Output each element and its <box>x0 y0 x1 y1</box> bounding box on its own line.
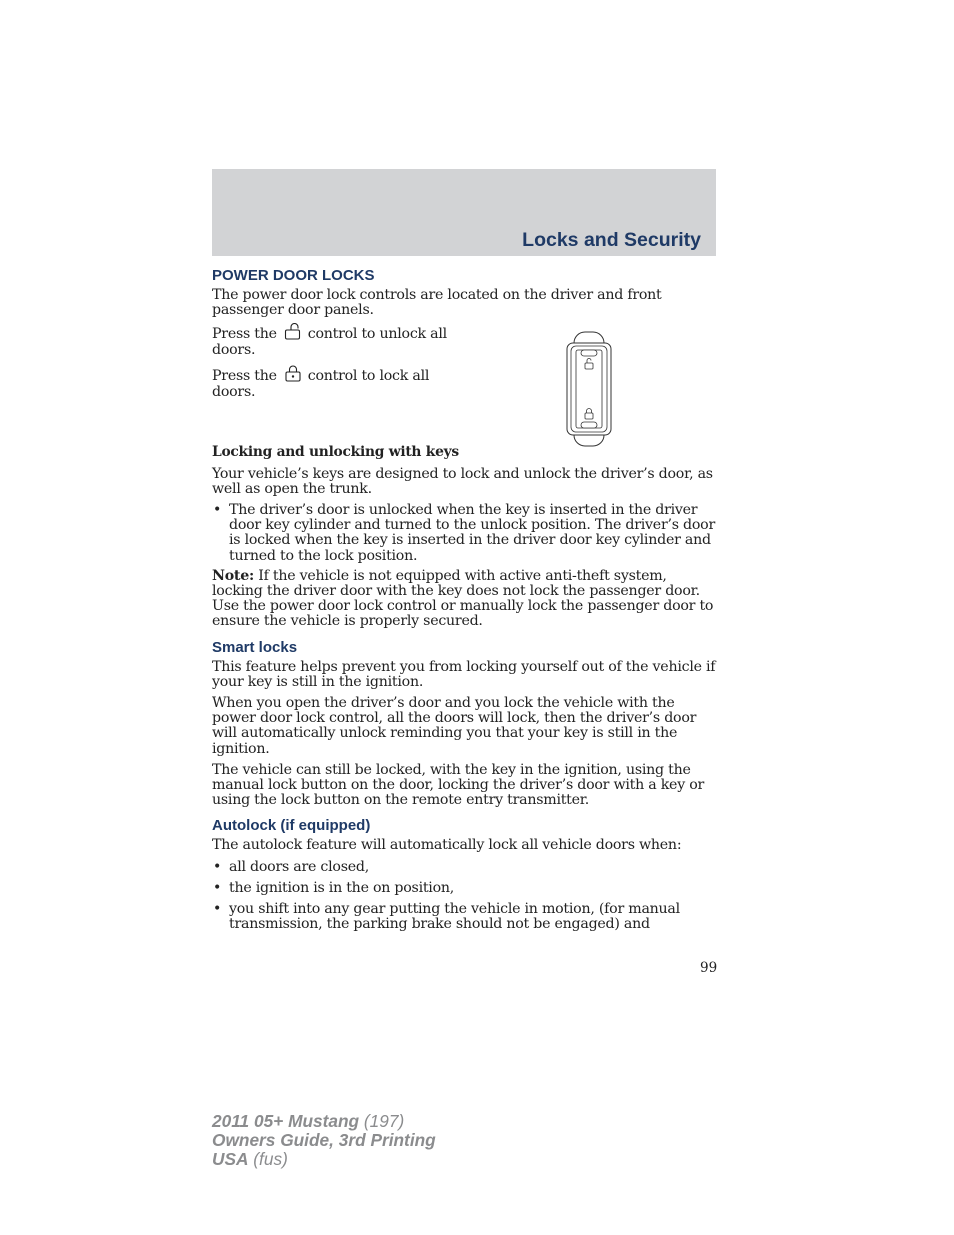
smart-locks-p1: This feature helps prevent you from locking yourself out of the vehicle if your key is still in the ignition. <box>212 658 716 690</box>
lock-tail-text: doors. <box>212 383 256 400</box>
bullet-dot: • <box>213 502 222 519</box>
keys-note <box>212 569 716 630</box>
power-locks-intro: The power door lock controls are located on the driver and front passenger door panels. <box>212 287 662 319</box>
keys-bullet-text: The driver’s door is unlocked when the key is inserted in the driver door key cylinder and turned to the unlock position. The driver’s door is locked when the key is inserted in the driver door key cylinder and turned to the lock position. <box>229 502 715 564</box>
section-heading-power-door-locks: POWER DOOR LOCKS <box>212 267 375 284</box>
note-text: If the vehicle is not equipped with active anti-theft system, locking the driver door with the key does not lock the passenger door. Use the power door lock control or manually lock the passenger door to ensure the vehicle is properly secured. <box>212 567 714 630</box>
page-number: 99 <box>700 960 718 976</box>
autolock-heading: Autolock (if equipped) <box>212 817 371 835</box>
footer-region-code: (fus) <box>248 1149 288 1169</box>
footer-model: 2011 05+ Mustang <box>212 1111 360 1131</box>
bullet-dot: • <box>213 858 222 875</box>
unlock-pre-text: Press the <box>212 326 277 343</box>
footer-region: USA <box>212 1149 249 1169</box>
bullet-dot: • <box>213 901 222 918</box>
smart-locks-p3: The vehicle can still be locked, with the key in the ignition, using the manual lock button on the door, locking the driver’s door with a key or using the lock button on the remote entry transmitter. <box>212 761 705 809</box>
keys-bullet <box>212 503 716 564</box>
keys-intro: Your vehicle’s keys are designed to lock and unlock the driver’s door, as well as open the trunk. <box>212 465 713 497</box>
autolock-bullet-2 <box>212 881 716 896</box>
note-label: Note: <box>212 567 254 584</box>
autolock-intro: The autolock feature will automatically lock all vehicle doors when: <box>212 837 682 854</box>
chapter-title: Locks and Security <box>522 229 701 251</box>
keys-heading: Locking and unlocking with keys <box>212 444 459 461</box>
autolock-bullet-3 <box>212 902 716 932</box>
unlock-icon <box>283 323 303 340</box>
autolock-bullet-1 <box>212 860 716 875</box>
autolock-bullet-text: you shift into any gear putting the vehicle in motion, (for manual transmission, the parking brake should not be engaged) and <box>229 901 680 933</box>
door-lock-switch-illustration <box>563 331 615 447</box>
footer-line-1 <box>212 1112 436 1131</box>
footer <box>212 1112 436 1169</box>
lock-icon <box>283 365 303 382</box>
unlock-tail-text: doors. <box>212 341 256 358</box>
lock-post-text: control to lock all <box>307 368 430 385</box>
page-content <box>212 267 716 932</box>
footer-line-2 <box>212 1131 436 1150</box>
autolock-bullet-text: all doors are closed, <box>229 858 369 875</box>
lock-instruction <box>212 365 462 399</box>
lock-instructions <box>212 318 716 442</box>
lock-pre-text: Press the <box>212 368 277 385</box>
footer-guide: Owners Guide, 3rd Printing <box>212 1130 436 1150</box>
footer-line-3 <box>212 1150 436 1169</box>
footer-model-code: (197) <box>359 1111 405 1131</box>
smart-locks-p2: When you open the driver’s door and you lock the vehicle with the power door lock control, all the doors will lock, then the driver’s door will automatically unlock reminding you that your key is still in the ignition. <box>212 695 697 757</box>
smart-locks-heading: Smart locks <box>212 638 298 656</box>
unlock-instruction <box>212 323 462 357</box>
autolock-bullet-text: the ignition is in the on position, <box>229 879 455 896</box>
bullet-dot: • <box>213 879 222 896</box>
unlock-post-text: control to unlock all <box>307 326 447 343</box>
header-band <box>212 169 716 256</box>
